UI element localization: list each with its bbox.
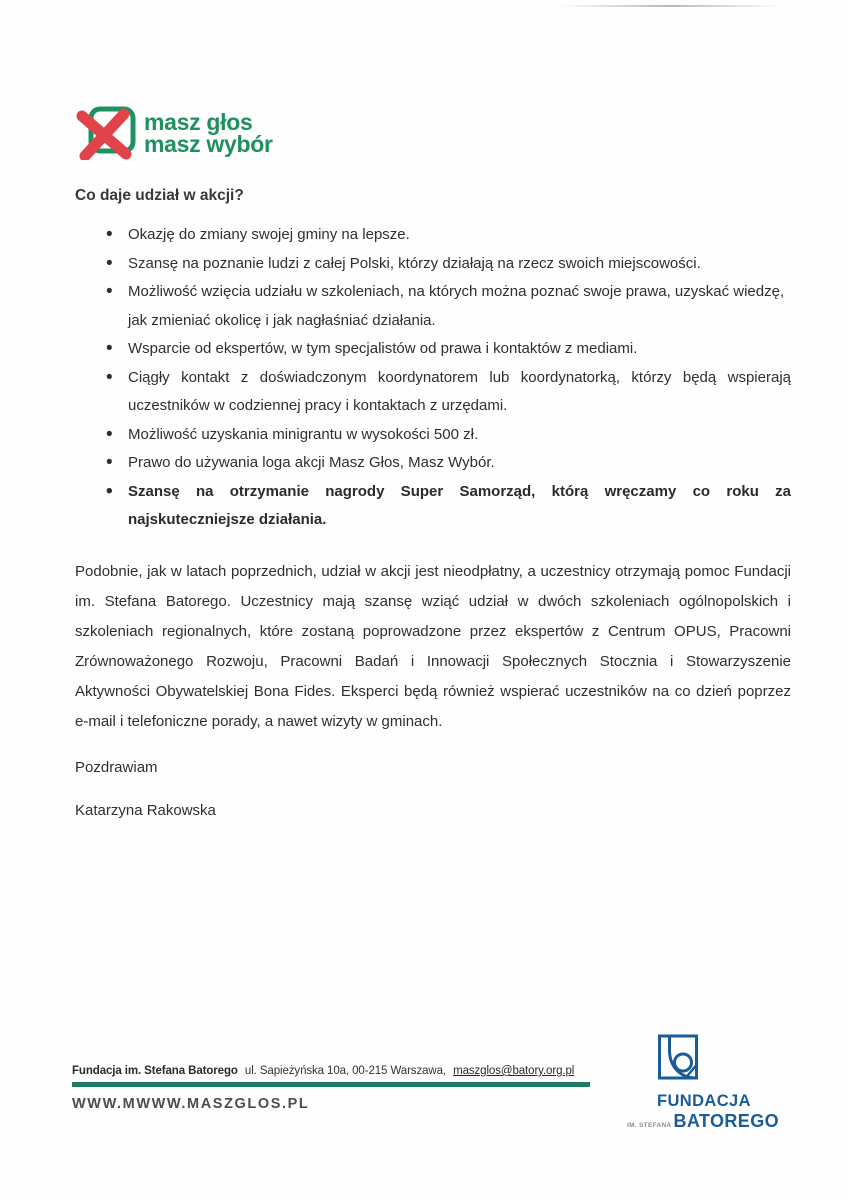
benefits-list xyxy=(75,221,791,535)
scan-artifact-line xyxy=(558,5,782,7)
maszglos-wordmark xyxy=(144,111,273,155)
benefit-item: • Prawo do używania loga akcji Masz Głos, Masz Wybór. xyxy=(75,449,791,478)
body-paragraph: Podobnie, jak w latach poprzednich, udział w akcji jest nieodpłatny, a uczestnicy otrzymają pomoc Fundacji im. Stefana Batorego. Uczestnicy mają szansę wziąć udział w dwóch szkoleniach ogólnopolskich i szkoleniach regionalnych, które zostaną poprowadzone przez ekspertów z Centrum OPUS, Pracowni Zrównoważonego Rozwoju, Pracowni Badań i Innowacji Społecznych Stocznia i Stowarzyszenie Aktywności Obywatelskiej Bona Fides. Eksperci będą również wspierać uczestników na co dzień poprzez e-mail i telefoniczne porady, a nawet wizyty w gminach. xyxy=(75,562,791,730)
benefit-item: • Wsparcie od ekspertów, w tym specjalistów od prawa i kontaktów z mediami. xyxy=(75,335,791,364)
checkbox-x-icon xyxy=(75,102,137,165)
batory-logo-line-2 xyxy=(627,1111,780,1132)
benefit-item-highlight: • Szansę na otrzymanie nagrody Super Samorząd, którą wręczamy co roku za najskuteczniejsze działania. xyxy=(75,478,791,535)
batory-foundation-logo xyxy=(620,1034,780,1132)
benefit-item: • Okazję do zmiany swojej gminy na lepsze. xyxy=(75,221,791,250)
email-link[interactable]: maszglos@batory.org.pl xyxy=(453,1065,575,1077)
salutation: Pozdrawiam xyxy=(75,758,158,776)
batory-seal-icon xyxy=(657,1034,780,1088)
batory-logo-small-text: IM. STEFANA xyxy=(627,1122,672,1129)
footer-divider-rule xyxy=(72,1082,590,1087)
benefit-item: • Możliwość wzięcia udziału w szkoleniach, na których można poznać swoje prawa, uzyskać wiedzę, jak zmieniać okolicę i jak nagłaśniać działania. xyxy=(75,278,791,335)
logo-line-1: masz głos xyxy=(144,109,253,135)
website-url-text: WWW.MWWW.MASZGLOS.PL xyxy=(72,1096,310,1112)
footer-address-line xyxy=(72,1065,592,1077)
maszglos-logo xyxy=(75,103,791,163)
batory-logo-line-1: FUNDACJA xyxy=(657,1092,751,1110)
benefit-item: • Możliwość uzyskania minigrantu w wysokości 500 zł. xyxy=(75,421,791,450)
logo-line-2: masz wybór xyxy=(144,131,273,157)
benefit-item: • Szansę na poznanie ludzi z całej Polski, którzy działają na rzecz swoich miejscowości. xyxy=(75,250,791,279)
letter-body xyxy=(75,103,791,819)
letter-footer xyxy=(72,1065,592,1112)
signature-name: Katarzyna Rakowska xyxy=(75,801,216,819)
benefit-item: • Ciągły kontakt z doświadczonym koordynatorem lub koordynatorką, którzy będą wspierają uczestników w codziennej pracy i kontaktach z urzędami. xyxy=(75,364,791,421)
section-heading: Co daje udział w akcji? xyxy=(75,187,244,204)
batory-logo-main-text: BATOREGO xyxy=(673,1111,780,1131)
footer-street-address: ul. Sapieżyńska 10a, 00-215 Warszawa, xyxy=(244,1065,446,1077)
footer-org-name: Fundacja im. Stefana Batorego xyxy=(72,1065,238,1077)
